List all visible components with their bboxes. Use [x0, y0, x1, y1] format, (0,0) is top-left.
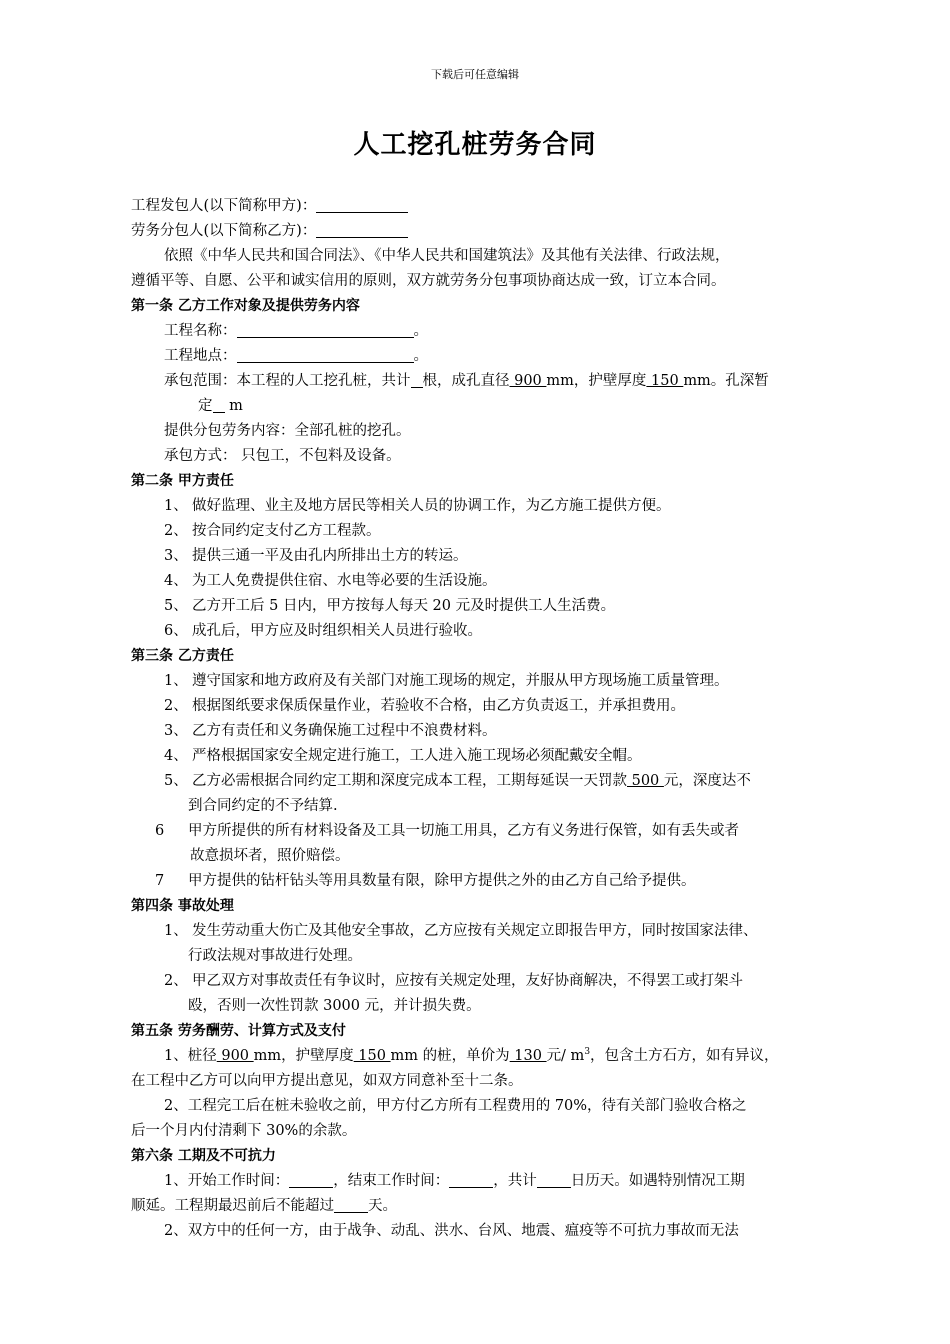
list-item-continuation: 故意损坏者，照价赔偿。	[190, 848, 350, 864]
list-item	[131, 594, 841, 619]
item-text: 发生劳动重大伤亡及其他安全事故，乙方应按有关规定立即报告甲方，同时按国家法律、	[192, 923, 758, 939]
item-number: 1、	[164, 673, 188, 689]
item-text: 甲乙双方对事故责任有争议时，应按有关规定处理，友好协商解决，不得罢工或打架斗	[192, 973, 743, 989]
diameter-value: 900	[216, 1048, 254, 1064]
list-item-continuation: 殴，否则一次性罚款 3000 元，并计损失费。	[188, 998, 481, 1014]
pile-count-blank	[411, 372, 423, 388]
contract-body	[131, 194, 841, 1244]
list-item-continuation: 到合同约定的不予结算.	[188, 798, 338, 814]
list-item-continuation: 行政法规对事故进行处理。	[188, 948, 362, 964]
force-majeure-line: 2、双方中的任何一方，由于战争、动乱、洪水、台风、地震、瘟疫等不可抗力事故而无法	[164, 1223, 739, 1239]
item-text: 甲方所提供的所有材料设备及工具一切施工用具，乙方有义务进行保管，如有丢失或者	[188, 823, 739, 839]
party-b-line	[131, 219, 841, 244]
project-name-label: 工程名称：	[164, 323, 237, 339]
item-number: 4、	[164, 573, 188, 589]
item-text: 根据图纸要求保质保量作业，若验收不合格，由乙方负责返工，并承担费用。	[192, 698, 685, 714]
item-number: 5、	[164, 773, 188, 789]
item-number: 2、	[164, 698, 188, 714]
list-item	[131, 819, 841, 844]
item-number: 6、	[164, 623, 188, 639]
item-text: 为工人免费提供住宿、水电等必要的生活设施。	[192, 573, 497, 589]
period: 。	[413, 323, 428, 339]
item-number: 3、	[164, 548, 188, 564]
contract-method-line: 承包方式： 只包工，不包料及设备。	[164, 448, 401, 464]
payment-text: mm 的桩，单价为	[390, 1048, 510, 1064]
scope-text: m	[224, 398, 243, 414]
article-4-heading: 第四条 事故处理	[131, 898, 234, 914]
list-item	[131, 969, 841, 994]
item-text: 元，深度达不	[663, 773, 751, 789]
article-2-heading: 第二条 甲方责任	[131, 473, 234, 489]
project-site-blank	[237, 347, 414, 363]
article-1-heading: 第一条 乙方工作对象及提供劳务内容	[131, 298, 360, 314]
scope-text: mm，护壁厚度	[546, 373, 647, 389]
item-text: 做好监理、业主及地方居民等相关人员的协调工作，为乙方施工提供方便。	[192, 498, 671, 514]
article-3-heading: 第三条 乙方责任	[131, 648, 234, 664]
item-text: 按合同约定支付乙方工程款。	[192, 523, 381, 539]
schedule-line-1	[131, 1169, 841, 1194]
item-number: 6	[155, 823, 165, 839]
scope-text: 承包范围：本工程的人工挖孔桩，共计	[164, 373, 411, 389]
preamble-line-2: 遵循平等、自愿、公平和诚实信用的原则，双方就劳务分包事项协商达成一致，订立本合同。	[131, 273, 726, 289]
scope-text: mm。孔深暂	[683, 373, 769, 389]
item-text: 甲方提供的钻杆钻头等用具数量有限，除甲方提供之外的由乙方自己给予提供。	[188, 873, 696, 889]
item-number: 3、	[164, 723, 188, 739]
project-site-line	[131, 344, 841, 369]
party-a-blank	[316, 197, 408, 213]
list-item	[131, 744, 841, 769]
item-text: 提供三通一平及由孔内所排出土方的转运。	[192, 548, 468, 564]
list-item	[131, 919, 841, 944]
list-item	[131, 569, 841, 594]
payment-line-2: 在工程中乙方可以向甲方提出意见，如双方同意补至十二条。	[131, 1073, 523, 1089]
item-number: 2、	[164, 523, 188, 539]
payment-text: ，包含土方石方，如有异议，	[590, 1048, 779, 1064]
start-date-blank	[289, 1172, 333, 1188]
page-header: 下载后可任意编辑	[431, 68, 519, 81]
item-number: 1、	[164, 498, 188, 514]
list-item	[131, 544, 841, 569]
item-text: 乙方开工后 5 日内，甲方按每人每天 20 元及时提供工人生活费。	[192, 598, 616, 614]
list-item	[131, 669, 841, 694]
payment-line-3: 2、工程完工后在桩未验收之前，甲方付乙方所有工程费用的 70%，待有关部门验收合格之	[164, 1098, 747, 1114]
list-item	[131, 694, 841, 719]
item-number: 4、	[164, 748, 188, 764]
item-text: 成孔后，甲方应及时组织相关人员进行验收。	[192, 623, 482, 639]
payment-line-4: 后一个月内付清剩下 30%的余款。	[131, 1123, 357, 1139]
labor-content-line: 提供分包劳务内容：全部孔桩的挖孔。	[164, 423, 411, 439]
scope-text: 根，成孔直径	[422, 373, 510, 389]
project-name-line	[131, 319, 841, 344]
project-site-label: 工程地点：	[164, 348, 237, 364]
list-item	[131, 519, 841, 544]
schedule-text: 日历天。如遇特别情况工期	[570, 1173, 745, 1189]
total-days-blank	[537, 1172, 571, 1188]
item-number: 5、	[164, 598, 188, 614]
unit-superscript: 3	[584, 1047, 591, 1058]
wall-thickness-value: 150	[353, 1048, 391, 1064]
depth-blank	[213, 397, 225, 413]
list-item	[131, 494, 841, 519]
schedule-text: 天。	[368, 1198, 397, 1214]
item-number: 7	[155, 873, 165, 889]
unit-price-value: 130	[509, 1048, 547, 1064]
scope-line	[131, 369, 841, 394]
list-item	[131, 769, 841, 794]
party-b-blank	[316, 222, 408, 238]
item-text: 严格根据国家安全规定进行施工，工人进入施工现场必须配戴安全帽。	[192, 748, 642, 764]
party-b-label: 劳务分包人(以下简称乙方)：	[131, 223, 317, 239]
period: 。	[413, 348, 428, 364]
document-title: 人工挖孔桩劳务合同	[353, 130, 597, 160]
payment-line-1	[131, 1044, 841, 1069]
list-item	[131, 869, 841, 894]
payment-text: 1、桩径	[164, 1048, 217, 1064]
item-text: 乙方有责任和义务确保施工过程中不浪费材料。	[192, 723, 497, 739]
article-5-heading: 第五条 劳务酬劳、计算方式及支付	[131, 1023, 346, 1039]
end-date-blank	[449, 1172, 493, 1188]
item-text: 乙方必需根据合同约定工期和深度完成本工程，工期每延误一天罚款	[192, 773, 627, 789]
wall-thickness-value: 150	[646, 373, 684, 389]
item-text: 遵守国家和地方政府及有关部门对施工现场的规定，并服从甲方现场施工质量管理。	[192, 673, 729, 689]
item-number: 2、	[164, 973, 188, 989]
scope-text: 定	[198, 398, 213, 414]
payment-unit: 元/ m	[546, 1048, 585, 1064]
item-number: 1、	[164, 923, 188, 939]
project-name-blank	[237, 322, 414, 338]
list-item	[131, 619, 841, 644]
payment-text: mm，护壁厚度	[253, 1048, 354, 1064]
fine-value: 500	[627, 773, 664, 789]
preamble-line-1: 依照《中华人民共和国合同法》、《中华人民共和国建筑法》及其他有关法律、行政法规，	[164, 248, 730, 264]
schedule-text: 顺延。工程期最迟前后不能超过	[131, 1198, 334, 1214]
diameter-value: 900	[509, 373, 547, 389]
schedule-text: ，共计	[493, 1173, 537, 1189]
list-item	[131, 719, 841, 744]
article-6-heading: 第六条 工期及不可抗力	[131, 1148, 276, 1164]
scope-line-2	[131, 394, 841, 419]
schedule-text: ，结束工作时间：	[333, 1173, 450, 1189]
schedule-text: 1、开始工作时间：	[164, 1173, 290, 1189]
party-a-line	[131, 194, 841, 219]
schedule-line-2	[131, 1194, 841, 1219]
max-delay-blank	[334, 1197, 368, 1213]
party-a-label: 工程发包人(以下简称甲方)：	[131, 198, 317, 214]
